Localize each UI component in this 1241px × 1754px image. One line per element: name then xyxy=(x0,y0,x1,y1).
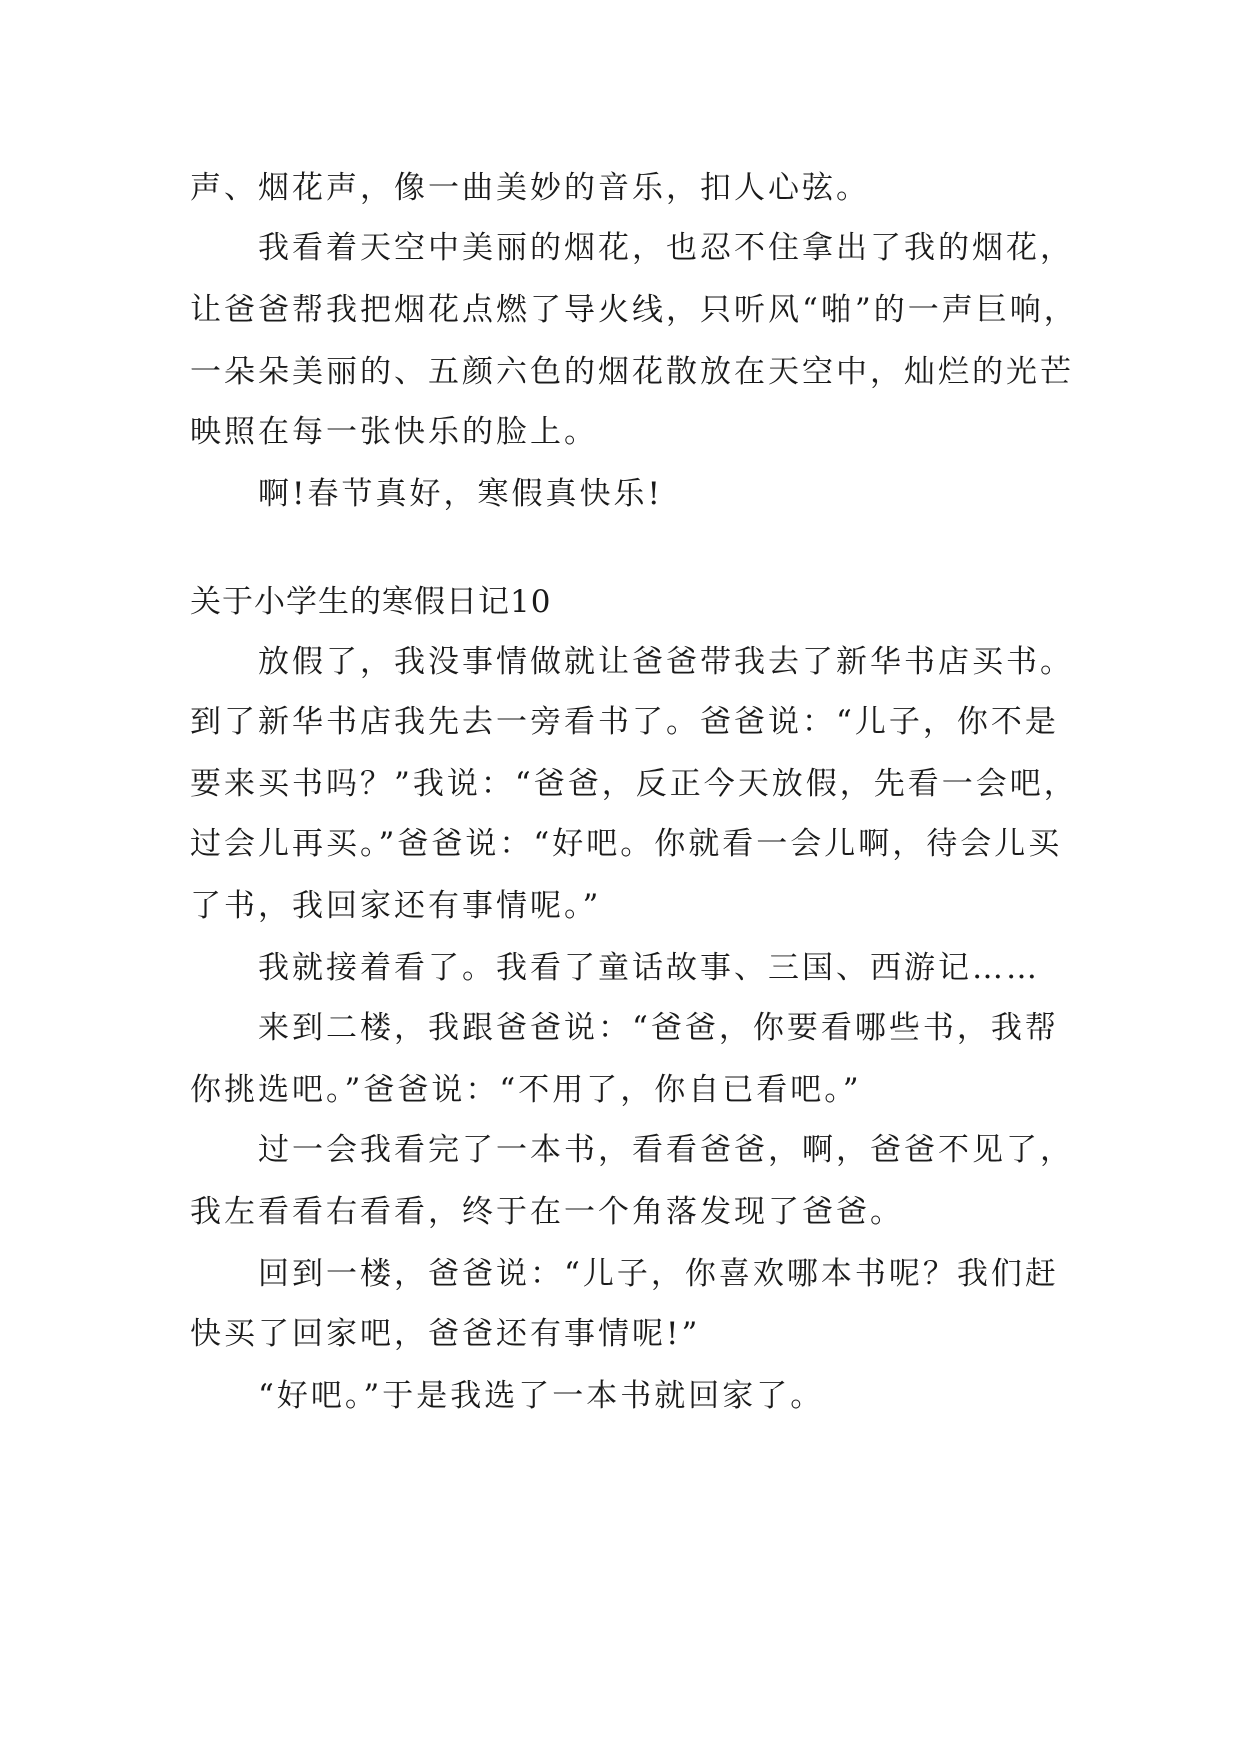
text-line: 快买了回家吧，爸爸还有事情呢!” xyxy=(190,1316,701,1352)
text-line: 到了新华书店我先去一旁看书了。爸爸说：“儿子，你不是 xyxy=(190,704,1059,740)
text-line: 过一会我看完了一本书，看看爸爸，啊，爸爸不见了， xyxy=(258,1132,1074,1168)
text-line: 了书，我回家还有事情呢。” xyxy=(190,888,602,924)
text-line: 回到一楼，爸爸说：“儿子，你喜欢哪本书呢？我们赶 xyxy=(258,1256,1059,1292)
text-line: 一朵朵美丽的、五颜六色的烟花散放在天空中，灿烂的光芒 xyxy=(190,354,1074,390)
text-line: 你挑选吧。”爸爸说：“不用了，你自已看吧。” xyxy=(190,1072,862,1108)
text-line: 要来买书吗？”我说：“爸爸，反正今天放假，先看一会吧， xyxy=(190,766,1078,802)
text-line: 放假了，我没事情做就让爸爸带我去了新华书店买书。 xyxy=(258,644,1074,680)
section-title: 关于小学生的寒假日记10 xyxy=(190,584,552,620)
text-line: 我就接着看了。我看了童话故事、三国、西游记…… xyxy=(258,950,1040,986)
text-line: 让爸爸帮我把烟花点燃了导火线，只听风“啪”的一声巨响， xyxy=(190,292,1078,328)
text-line: 我左看看右看看，终于在一个角落发现了爸爸。 xyxy=(190,1194,904,1230)
text-line: “好吧。”于是我选了一本书就回家了。 xyxy=(258,1378,825,1414)
text-line: 声、烟花声，像一曲美妙的音乐，扣人心弦。 xyxy=(190,170,870,206)
text-line: 过会儿再买。”爸爸说：“好吧。你就看一会儿啊，待会儿买 xyxy=(190,826,1063,862)
text-line: 映照在每一张快乐的脸上。 xyxy=(190,414,598,450)
text-line: 我看着天空中美丽的烟花，也忍不住拿出了我的烟花， xyxy=(258,230,1074,266)
text-line: 啊!春节真好，寒假真快乐! xyxy=(258,476,663,512)
text-line: 来到二楼，我跟爸爸说：“爸爸，你要看哪些书，我帮 xyxy=(258,1010,1059,1046)
